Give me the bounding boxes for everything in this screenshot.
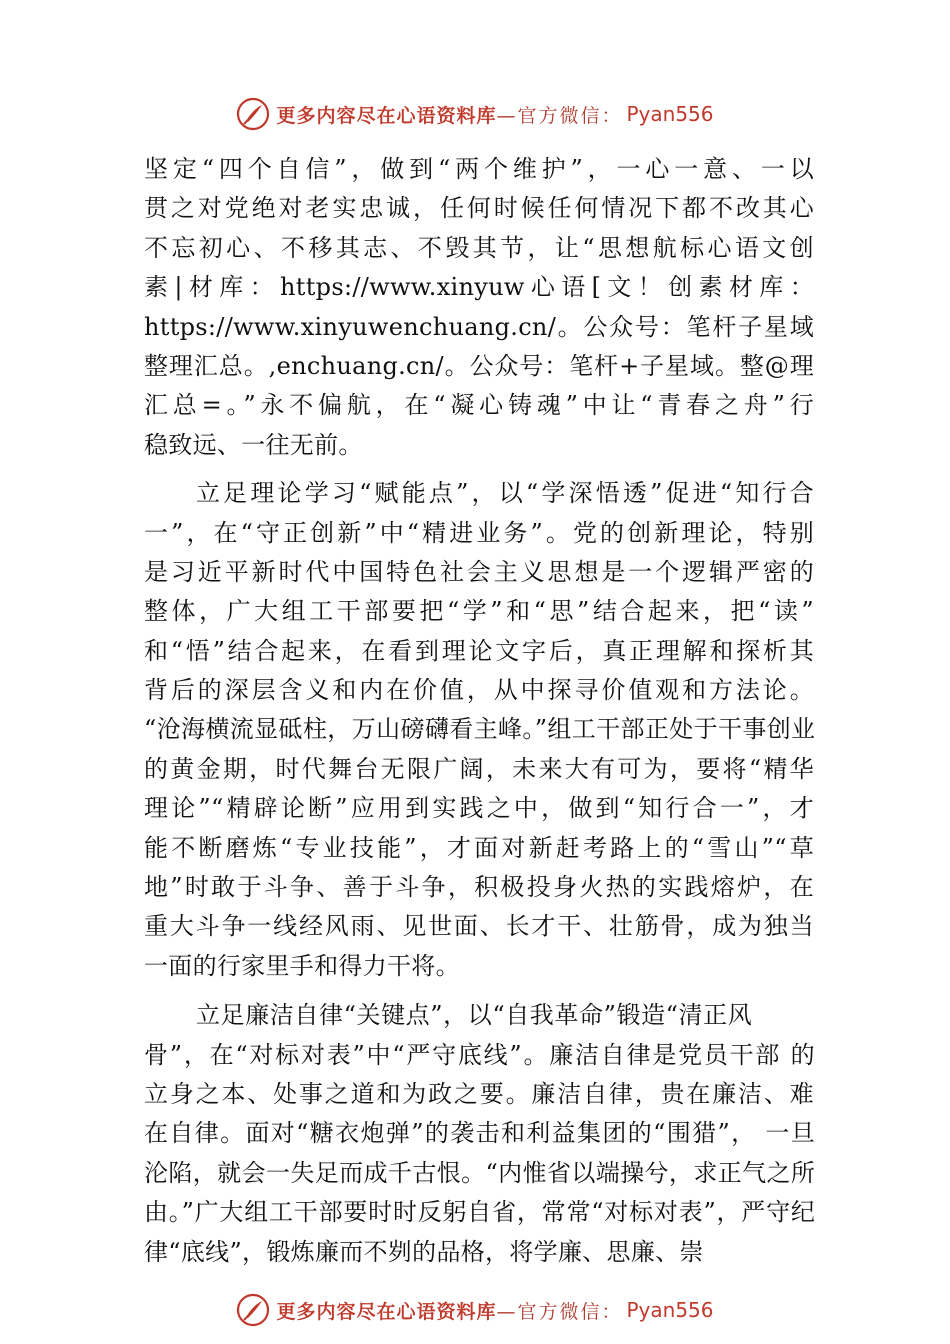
text-line: 一”，在“守正创新”中“精进业务”。党的创新理论，特别 — [144, 518, 814, 547]
text-line: 一面的行家里手和得力干将。 — [144, 951, 460, 980]
text-line: 沦陷，就会一失足而成千古恨。“内惟省以端操兮，求正气之所 — [144, 1158, 814, 1187]
text-line: 由。”广大组工干部要时时反躬自省，常常“对标对表”，严守纪 — [144, 1198, 814, 1227]
text-line: 坚定“四个自信”，做到“两个维护”，一心一意、一以 — [144, 155, 814, 183]
text-line: 不忘初心、不移其志、不毁其节，让“思想航标心语文创 — [144, 233, 814, 262]
text-line: 贯之对党绝对老实忠诚，任何时候任何情况下都不改其心 — [144, 194, 814, 223]
banner-library-text: 更多内容尽在心语资料库 — [276, 1300, 497, 1323]
paragraph-3 — [144, 996, 814, 1272]
text-line: 整理汇总。,enchuang.cn/。公众号：笔杆+子星域。整@理 — [144, 351, 814, 380]
document-body — [144, 150, 814, 1272]
text-line: 能不断磨炼“专业技能”，才面对新赶考路上的“雪山”“草 — [144, 833, 814, 862]
text-line: 和“悟”结合起来，在看到理论文字后，真正理解和探析其 — [144, 636, 814, 665]
banner-wechat-id: Pyan556 — [626, 102, 714, 126]
text-line: 稳致远、一往无前。 — [144, 430, 363, 459]
text-line: 理论”“精辟论断”应用到实践之中，做到“知行合一”，才 — [144, 794, 814, 823]
text-line: 立足廉洁自律“关键点”，以“自我革命”锻造“清正风 — [196, 1001, 753, 1030]
footer-watermark-banner — [0, 1290, 950, 1330]
quill-seal-logo-icon — [236, 1293, 270, 1327]
banner-library-text: 更多内容尽在心语资料库 — [276, 104, 497, 127]
text-line: 汇总=。”永不偏航，在“凝心铸魂”中让“青春之舟”行 — [144, 391, 814, 420]
text-line: 整体，广大组工干部要把“学”和“思”结合起来，把“读” — [144, 597, 814, 626]
text-line: 是习近平新时代中国特色社会主义思想是一个逻辑严密的 — [144, 557, 814, 586]
header-watermark-banner — [0, 94, 950, 134]
text-line: 的黄金期，时代舞台无限广阔，未来大有可为，要将“精华 — [144, 754, 814, 783]
text-line: 立身之本、处事之道和为政之要。廉洁自律，贵在廉洁、难 — [144, 1079, 814, 1108]
text-line: 背后的深层含义和内在价值，从中探寻价值观和方法论。 — [144, 676, 814, 705]
text-line: 立足理论学习“赋能点”，以“学深悟透”促进“知行合 — [196, 479, 814, 508]
banner-wechat-label: —官方微信： — [496, 104, 623, 127]
text-line: 在自律。面对“糖衣炮弹”的袭击和利益集团的“围猎”， 一旦 — [144, 1119, 814, 1148]
quill-seal-logo-icon — [236, 97, 270, 131]
text-line: 律“底线”，锻炼廉而不刿的品格，将学廉、思廉、崇 — [144, 1237, 704, 1266]
text-line: 重大斗争一线经风雨、见世面、长才干、壮筋骨，成为独当 — [144, 912, 814, 941]
text-line: 地”时敢于斗争、善于斗争，积极投身火热的实践熔炉，在 — [144, 873, 814, 902]
text-line: 骨”，在“对标对表”中“严守底线”。廉洁自律是党员干部 的 — [144, 1040, 814, 1069]
text-line: 素|材库：https://www.xinyuw心语[文！创素材库： — [144, 273, 814, 302]
text-line: https://www.xinyuwenchuang.cn/。公众号：笔杆子星域 — [144, 312, 814, 341]
paragraph-2 — [144, 474, 814, 986]
text-line: “沧海横流显砥柱，万山磅礴看主峰。”组工干部正处于干事创业 — [144, 715, 814, 744]
paragraph-1 — [144, 150, 814, 465]
banner-wechat-id: Pyan556 — [626, 1298, 714, 1322]
banner-wechat-label: —官方微信： — [496, 1300, 623, 1323]
